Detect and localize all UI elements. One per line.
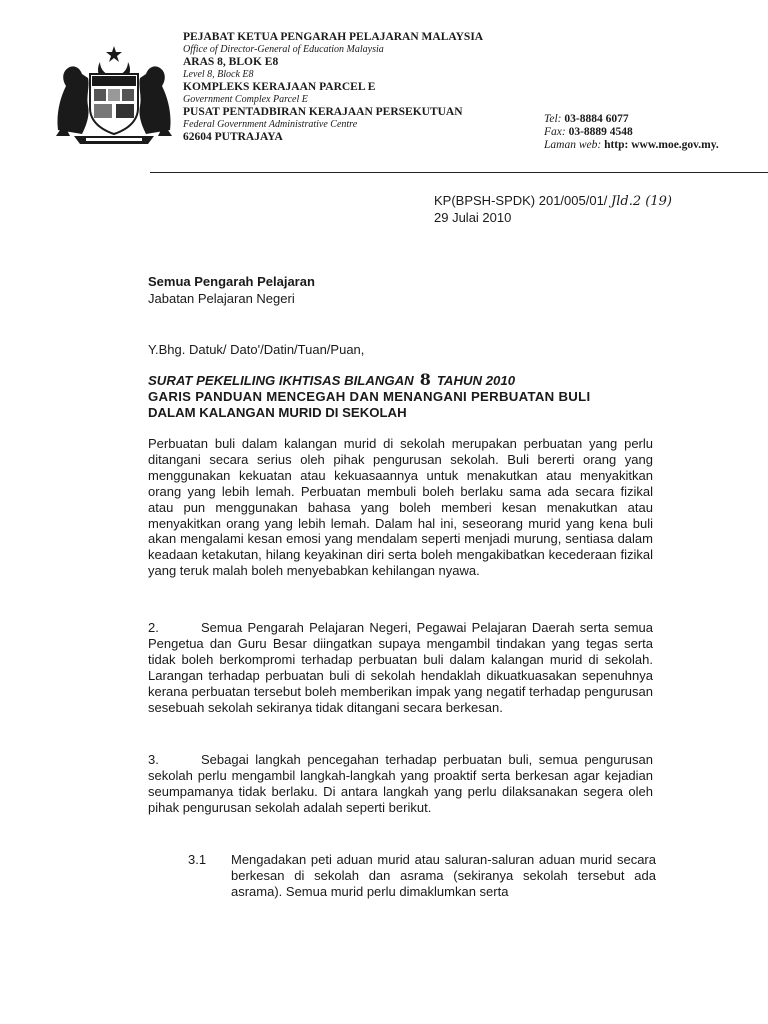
malaysia-coat-of-arms-icon bbox=[52, 44, 176, 150]
circular-title: SURAT PEKELILING IKHTISAS BILANGAN 8 TAHUN 2010 bbox=[148, 370, 516, 389]
sub-paragraph-text: Mengadakan peti aduan murid atau saluran-saluran aduan murid secara berkesan di sekolah dan asrama (sekiranya sekolah tersebut ada asrama). Semua murid perlu dimaklumkan serta bbox=[231, 852, 656, 899]
letterhead-line: Federal Government Administrative Centre bbox=[183, 119, 358, 130]
contact-web: Laman web: http: www.moe.gov.my. bbox=[544, 139, 719, 151]
sub-paragraph-number: 3.1 bbox=[188, 852, 207, 867]
recipient-line: Semua Pengarah Pelajaran bbox=[148, 274, 315, 289]
salutation: Y.Bhg. Datuk/ Dato'/Datin/Tuan/Puan, bbox=[148, 342, 365, 357]
paragraph-number: 2. bbox=[148, 620, 159, 635]
letterhead-line: ARAS 8, BLOK E8 bbox=[183, 56, 279, 68]
reference-date: 29 Julai 2010 bbox=[434, 210, 512, 225]
circular-subject-line: GARIS PANDUAN MENCEGAH DAN MENANGANI PERBUATAN BULI bbox=[148, 389, 591, 404]
paragraph-text: Sebagai langkah pencegahan terhadap perbuatan buli, semua pengurusan sekolah perlu mengambil langkah-langkah yang proaktif serta berkesan agar kejadian seumpamanya tidak berlaku. Di antara langkah yang perlu dilaksanakan segera oleh pihak pengurusan sekolah adalah seperti berikut. bbox=[148, 752, 653, 815]
contact-fax: Fax: 03-8889 4548 bbox=[544, 126, 633, 138]
circular-number: 8 bbox=[419, 370, 431, 389]
letterhead-line: 62604 PUTRAJAYA bbox=[183, 131, 283, 143]
reference-block bbox=[434, 193, 672, 226]
contact-tel: Tel: 03-8884 6077 bbox=[544, 113, 629, 125]
letterhead-address bbox=[183, 31, 483, 144]
letterhead-line: Government Complex Parcel E bbox=[183, 94, 308, 105]
reference-number: KP(BPSH-SPDK) 201/005/01/ bbox=[434, 193, 608, 208]
letterhead-contact bbox=[544, 113, 719, 152]
letterhead-line: PUSAT PENTADBIRAN KERAJAAN PERSEKUTUAN bbox=[183, 106, 463, 118]
recipient-block bbox=[148, 273, 315, 307]
paragraph-2 bbox=[148, 620, 653, 715]
reference-handwritten: Jld.2 (19) bbox=[611, 194, 672, 209]
circular-heading bbox=[148, 372, 658, 421]
recipient-line: Jabatan Pelajaran Negeri bbox=[148, 291, 295, 306]
paragraph-text: Semua Pengarah Pelajaran Negeri, Pegawai Pelajaran Daerah serta semua Pengetua dan Guru Besar diingatkan supaya mengambil tindakan yang tegas serta tidak boleh berkompromi terhadap perbuatan buli dalam kalangan murid di sekolah. Larangan terhadap perbuatan buli di sekolah hendaklah dikuatkuasakan sepenuhnya kerana perbuatan tersebut boleh memberikan impak yang negatif terhadap pengurusan sesebuah sekolah sekiranya tidak ditangani secara berkesan. bbox=[148, 620, 653, 715]
paragraph-1: Perbuatan buli dalam kalangan murid di sekolah merupakan perbuatan yang perlu ditangani secara serius oleh pihak pengurusan sekolah. Buli bererti orang yang menggunakan kekuatan atau kekuasaannya untuk menakutkan atau menyakitkan orang yang lebih lemah. Perbuatan membuli boleh berlaku sama ada secara fizikal atau pun menggunakan bahasa yang boleh memberi kesan menakutkan atau menyakitkan orang yang lebih lemah. Dalam hal ini, seseorang murid yang kena buli akan mengalami kesan emosi yang mendalam seperti menjadi murung, sentiasa dalam keadaan ketakutan, hilang keyakinan diri serta boleh mengakibatkan kecederaan fizikal yang teruk malah boleh menyebabkan kehilangan nyawa. bbox=[148, 436, 653, 579]
letterhead-divider bbox=[150, 172, 768, 173]
sub-paragraph-3-1 bbox=[188, 852, 656, 900]
letterhead-line: Level 8, Block E8 bbox=[183, 69, 254, 80]
letterhead-line: Office of Director-General of Education Malaysia bbox=[183, 44, 384, 55]
circular-subject-line: DALAM KALANGAN MURID DI SEKOLAH bbox=[148, 405, 407, 420]
letterhead-line: KOMPLEKS KERAJAAN PARCEL E bbox=[183, 81, 376, 93]
letterhead-line: PEJABAT KETUA PENGARAH PELAJARAN MALAYSIA bbox=[183, 31, 484, 43]
paragraph-number: 3. bbox=[148, 752, 159, 767]
reference-number-line bbox=[434, 193, 672, 210]
paragraph-3 bbox=[148, 752, 653, 816]
